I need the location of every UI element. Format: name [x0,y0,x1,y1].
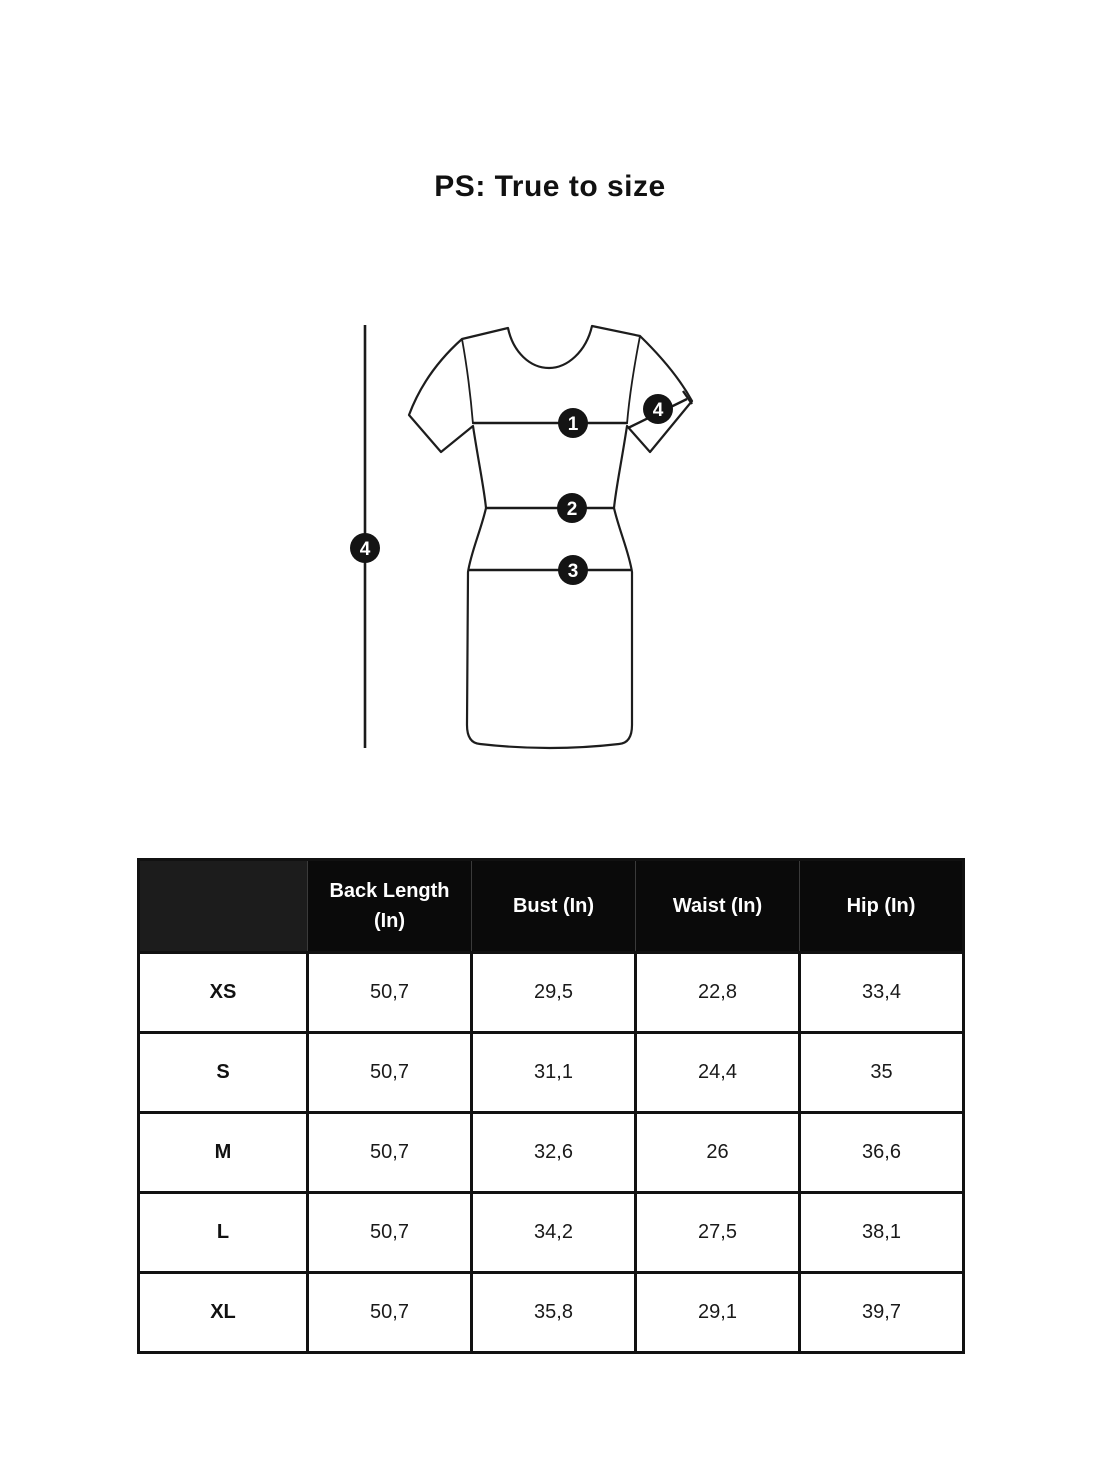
bust-value: 35,8 [472,1273,636,1353]
waist-marker-number: 2 [566,499,578,520]
table-row [139,953,964,1033]
table-row [139,1193,964,1273]
size-label: S [139,1033,308,1113]
back-length-value: 50,7 [308,1033,472,1113]
sleeve-marker-number: 4 [652,400,664,421]
size-label: L [139,1193,308,1273]
dress-measurement-diagram [320,300,740,770]
back-length-value: 50,7 [308,953,472,1033]
back-length-value: 50,7 [308,1193,472,1273]
hip-marker-number: 3 [567,561,579,582]
dress-diagram-svg [320,300,740,770]
hip-value: 33,4 [800,953,964,1033]
hip-value: 35 [800,1033,964,1113]
hip-value: 38,1 [800,1193,964,1273]
col-header-size [139,860,308,953]
bust-marker-number: 1 [567,414,579,435]
hip-value: 39,7 [800,1273,964,1353]
header-row [139,860,964,953]
hip-marker-badge [558,555,588,585]
back-length-marker-badge [350,533,380,563]
size-label: XS [139,953,308,1033]
col-header-back-length: Back Length (In) [308,860,472,953]
waist-value: 26 [636,1113,800,1193]
size-chart-table [137,858,965,1354]
col-header-bust: Bust (In) [472,860,636,953]
table-row [139,1113,964,1193]
bust-value: 34,2 [472,1193,636,1273]
dress-outline-shape [409,326,692,748]
bust-value: 32,6 [472,1113,636,1193]
col-header-waist: Waist (In) [636,860,800,953]
bust-value: 31,1 [472,1033,636,1113]
size-label: M [139,1113,308,1193]
bust-value: 29,5 [472,953,636,1033]
page-title: PS: True to size [434,170,666,203]
bust-marker-badge [558,408,588,438]
col-header-hip: Hip (In) [800,860,964,953]
back-length-marker-number: 4 [359,539,371,560]
table-row [139,1273,964,1353]
waist-marker-badge [557,493,587,523]
waist-value: 29,1 [636,1273,800,1353]
sleeve-marker-badge [643,394,673,424]
back-length-value: 50,7 [308,1273,472,1353]
waist-value: 27,5 [636,1193,800,1273]
size-label: XL [139,1273,308,1353]
back-length-value: 50,7 [308,1113,472,1193]
waist-value: 22,8 [636,953,800,1033]
waist-value: 24,4 [636,1033,800,1113]
hip-value: 36,6 [800,1113,964,1193]
size-table-header [139,860,964,953]
table-row [139,1033,964,1113]
